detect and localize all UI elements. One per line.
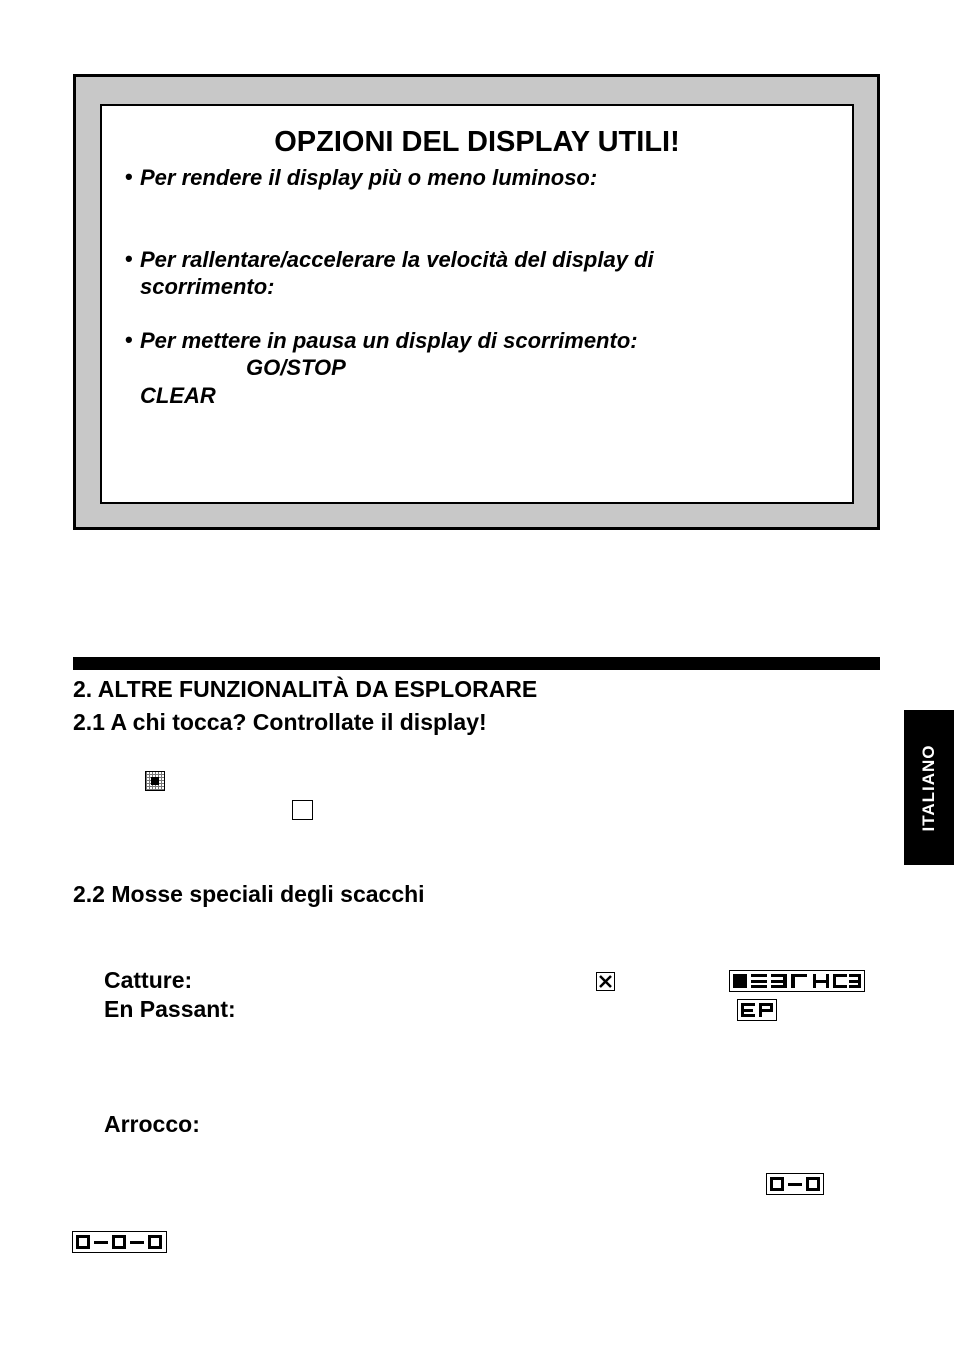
tip-brightness: Per rendere il display più o meno luminoso:: [140, 165, 598, 190]
subsection-turn-display: 2.1 A chi tocca? Controllate il display!: [73, 709, 487, 735]
en-passant-lcd-display: [737, 999, 777, 1021]
bullet-icon: •: [125, 246, 133, 271]
tip-pause: Per mettere in pausa un display di scorrimento:: [140, 328, 638, 353]
tip-scroll-speed: Per rallentare/accelerare la velocità del display di: [140, 247, 654, 272]
tip-scroll-speed-cont: scorrimento:: [140, 274, 275, 299]
white-to-move-lcd-icon: [292, 800, 313, 820]
short-castling-lcd-display: [766, 1173, 824, 1195]
subsection-special-moves: 2.2 Mosse speciali degli scacchi: [73, 881, 425, 907]
tip-box-panel: [100, 104, 854, 504]
bullet-icon: •: [125, 164, 133, 189]
black-to-move-lcd-icon: [145, 771, 165, 791]
section-heading: 2. ALTRE FUNZIONALITÀ DA ESPLORARE: [73, 676, 538, 702]
key-go-stop: GO/STOP: [246, 355, 346, 380]
bullet-icon: •: [125, 327, 133, 352]
label-en-passant: En Passant:: [104, 996, 236, 1022]
language-tab-label: ITALIANO: [919, 743, 938, 832]
section-divider: [73, 657, 880, 670]
label-castling: Arrocco:: [104, 1111, 200, 1137]
capture-lcd-icon: [596, 972, 615, 991]
long-castling-lcd-display: [72, 1231, 167, 1253]
capture-move-lcd-display: [729, 970, 865, 992]
key-clear: CLEAR: [140, 383, 216, 408]
tip-box-title: OPZIONI DEL DISPLAY UTILI!: [274, 126, 680, 158]
language-tab: [904, 710, 954, 865]
label-captures: Catture:: [104, 967, 193, 993]
